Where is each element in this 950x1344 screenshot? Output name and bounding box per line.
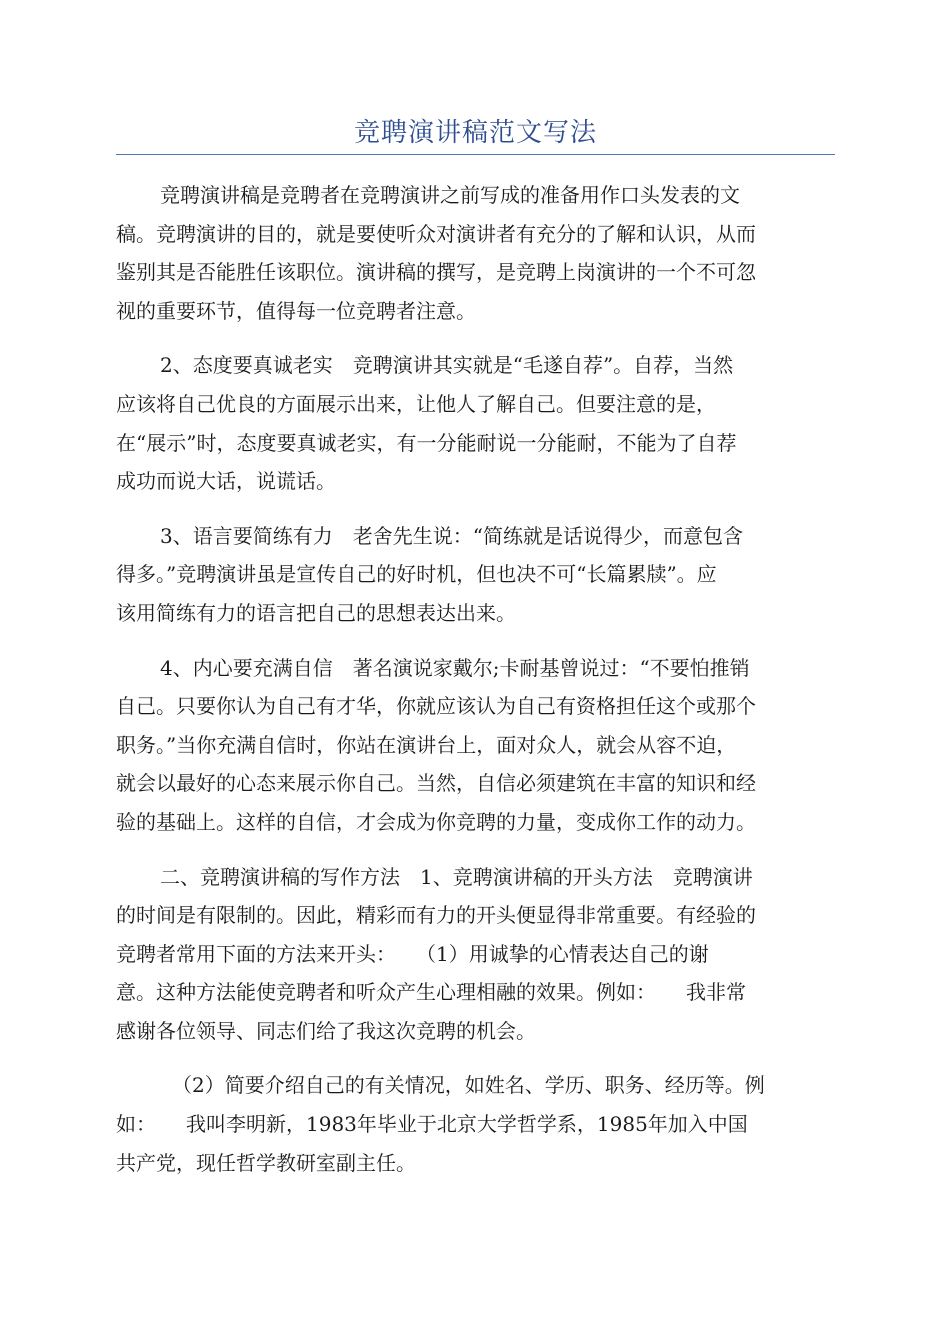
paragraph-line: 应该将自己优良的方面展示出来，让他人了解自己。但要注意的是， [116,391,716,416]
paragraph-self-introduction [116,1066,835,1182]
paragraph-line: 二、竞聘演讲稿的写作方法 1、竞聘演讲稿的开头方法 竞聘演讲 [160,864,753,889]
paragraph-line: 得多。”竞聘演讲虽是宣传自己的好时机，但也决不可“长篇累牍”。应 [116,562,717,587]
paragraph-line: 该用简练有力的语言把自己的思想表达出来。 [116,600,516,625]
paragraph-line: 共产党，现任哲学教研室副主任。 [116,1150,416,1175]
paragraph-line: （2）简要介绍自己的有关情况，如姓名、学历、职务、经历等。例 [172,1073,765,1098]
title-underline [116,154,835,155]
paragraph-line: 鉴别其是否能胜任该职位。演讲稿的撰写，是竞聘上岗演讲的一个不可忽 [116,260,756,285]
paragraph-line: 成功而说大话，说谎话。 [116,469,336,494]
paragraph-sincerity [116,346,835,500]
paragraph-confidence [116,649,835,842]
paragraph-line: 3、语言要简练有力 老舍先生说：“简练就是话说得少，而意包含 [160,523,743,548]
paragraph-line: 意。这种方法能使竞聘者和听众产生心理相融的效果。例如： 我非常 [116,980,746,1005]
paragraph-line: 的时间是有限制的。因此，精彩而有力的开头便显得非常重要。有经验的 [116,903,756,928]
paragraph-line: 2、态度要真诚老实 竞聘演讲其实就是“毛遂自荐”。自荐，当然 [160,353,734,378]
paragraph-line: 自己。只要你认为自己有才华，你就应该认为自己有资格担任这个或那个 [116,694,756,719]
paragraph-line: 职务。”当你充满自信时，你站在演讲台上，面对众人，就会从容不迫， [116,732,737,757]
paragraph-line: 4、内心要充满自信 著名演说家戴尔;卡耐基曾说过：“不要怕推销 [160,655,750,680]
document-title: 竞聘演讲稿范文写法 [353,118,597,148]
paragraph-line: 如： 我叫李明新，1983年毕业于北京大学哲学系，1985年加入中国 [116,1112,748,1137]
paragraph-line: 竞聘演讲稿是竞聘者在竞聘演讲之前写成的准备用作口头发表的文 [160,183,740,207]
paragraph-intro [116,176,835,330]
paragraph-line: 稿。竞聘演讲的目的，就是要使听众对演讲者有充分的了解和认识，从而 [116,221,756,246]
document-body [116,176,835,1198]
paragraph-line: 验的基础上。这样的自信，才会成为你竞聘的力量，变成你工作的动力。 [116,809,756,834]
paragraph-concise-language [116,517,835,633]
paragraph-line: 就会以最好的心态来展示你自己。当然，自信必须建筑在丰富的知识和经 [116,771,756,796]
paragraph-writing-methods [116,858,835,1051]
paragraph-line: 感谢各位领导、同志们给了我这次竞聘的机会。 [116,1018,536,1043]
paragraph-line: 竞聘者常用下面的方法来开头： （1）用诚挚的心情表达自己的谢 [116,941,709,966]
paragraph-line: 视的重要环节，值得每一位竞聘者注意。 [116,298,476,323]
paragraph-line: 在“展示”时，态度要真诚老实，有一分能耐说一分能耐，不能为了自荐 [116,430,737,455]
